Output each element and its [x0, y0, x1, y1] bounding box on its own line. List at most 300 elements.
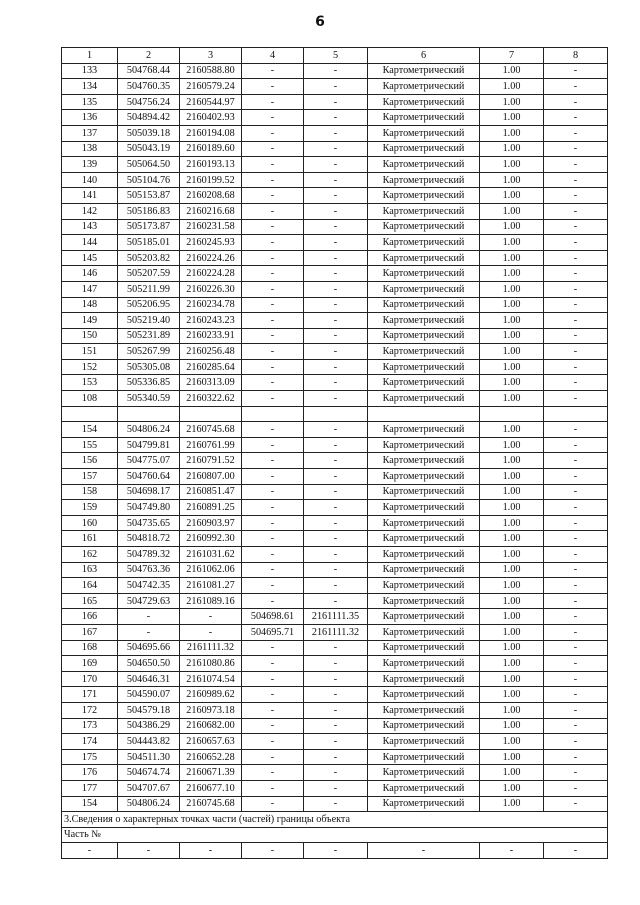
- table-cell: Картометрический: [368, 203, 480, 219]
- table-cell: -: [544, 203, 608, 219]
- table-cell: -: [304, 578, 368, 594]
- table-cell: 2160243.23: [180, 313, 242, 329]
- table-cell: Картометрический: [368, 437, 480, 453]
- table-cell: -: [544, 578, 608, 594]
- table-row: [62, 469, 608, 485]
- table-cell: 157: [62, 469, 118, 485]
- table-row: [62, 593, 608, 609]
- table-cell: -: [304, 375, 368, 391]
- table-row: [62, 515, 608, 531]
- table-cell: 505186.83: [118, 203, 180, 219]
- table-cell: 1.00: [480, 359, 544, 375]
- table-cell: -: [62, 843, 118, 859]
- table-cell: -: [242, 734, 304, 750]
- table-cell: 147: [62, 281, 118, 297]
- table-cell: 1.00: [480, 250, 544, 266]
- table-cell: 158: [62, 484, 118, 500]
- table-cell: -: [544, 94, 608, 110]
- table-cell: -: [304, 500, 368, 516]
- table-cell: 167: [62, 624, 118, 640]
- table-cell: -: [544, 718, 608, 734]
- table-row: [62, 203, 608, 219]
- table-row: [62, 422, 608, 438]
- table-cell: 2161031.62: [180, 547, 242, 563]
- table-cell: 504799.81: [118, 437, 180, 453]
- table-cell: -: [242, 780, 304, 796]
- table-cell: 169: [62, 656, 118, 672]
- table-cell: 159: [62, 500, 118, 516]
- table-cell: 8: [544, 48, 608, 64]
- table-cell: 1.00: [480, 453, 544, 469]
- section-title: 3.Сведения о характерных точках части (частей) границы объекта: [62, 812, 608, 828]
- table-cell: -: [242, 141, 304, 157]
- table-cell: 1.00: [480, 749, 544, 765]
- table-cell: -: [544, 531, 608, 547]
- table-cell: -: [304, 593, 368, 609]
- table-row: [62, 391, 608, 407]
- table-cell: 2160256.48: [180, 344, 242, 360]
- table-cell: Картометрический: [368, 500, 480, 516]
- table-cell: 505206.95: [118, 297, 180, 313]
- table-cell: -: [304, 359, 368, 375]
- table-cell: 154: [62, 796, 118, 812]
- table-cell: -: [304, 469, 368, 485]
- table-cell: 2160193.13: [180, 157, 242, 173]
- table-cell: 1.00: [480, 531, 544, 547]
- table-cell: 2161111.32: [304, 624, 368, 640]
- table-cell: Картометрический: [368, 110, 480, 126]
- table-cell: Картометрический: [368, 734, 480, 750]
- table-cell: 504729.63: [118, 593, 180, 609]
- table-cell: -: [242, 547, 304, 563]
- table-cell: -: [304, 780, 368, 796]
- table-cell: 166: [62, 609, 118, 625]
- table-cell: -: [544, 313, 608, 329]
- table-cell: 505039.18: [118, 125, 180, 141]
- table-row: [62, 375, 608, 391]
- table-cell: 504806.24: [118, 422, 180, 438]
- table-cell: 2160761.99: [180, 437, 242, 453]
- table-cell: 162: [62, 547, 118, 563]
- table-row: [62, 718, 608, 734]
- table-cell: 1.00: [480, 687, 544, 703]
- table-cell: 164: [62, 578, 118, 594]
- table-cell: 150: [62, 328, 118, 344]
- table-cell: -: [304, 562, 368, 578]
- table-cell: 505305.08: [118, 359, 180, 375]
- table-cell: 2160216.68: [180, 203, 242, 219]
- table-cell: 504789.32: [118, 547, 180, 563]
- table-cell: Картометрический: [368, 765, 480, 781]
- table-cell: 1.00: [480, 281, 544, 297]
- table-cell: -: [242, 281, 304, 297]
- table-cell: 133: [62, 63, 118, 79]
- table-cell: 2160322.62: [180, 391, 242, 407]
- table-cell: -: [544, 63, 608, 79]
- table-cell: Картометрический: [368, 313, 480, 329]
- table-cell: 136: [62, 110, 118, 126]
- table-row: [62, 547, 608, 563]
- table-cell: 154: [62, 422, 118, 438]
- table-cell: 2160233.91: [180, 328, 242, 344]
- table-cell: [62, 406, 118, 422]
- table-cell: -: [304, 671, 368, 687]
- table-cell: -: [242, 531, 304, 547]
- table-cell: -: [304, 547, 368, 563]
- table-row: [62, 328, 608, 344]
- table-cell: 1.00: [480, 437, 544, 453]
- table-cell: -: [242, 94, 304, 110]
- table-cell: -: [242, 422, 304, 438]
- table-cell: 504590.07: [118, 687, 180, 703]
- table-cell: -: [180, 609, 242, 625]
- table-cell: 1.00: [480, 422, 544, 438]
- table-cell: 139: [62, 157, 118, 173]
- table-cell: -: [242, 79, 304, 95]
- table-cell: 108: [62, 391, 118, 407]
- table-cell: -: [544, 843, 608, 859]
- table-cell: -: [304, 843, 368, 859]
- table-cell: [480, 406, 544, 422]
- table-cell: -: [544, 344, 608, 360]
- table-cell: Картометрический: [368, 188, 480, 204]
- table-cell: 153: [62, 375, 118, 391]
- table-cell: -: [544, 297, 608, 313]
- table-cell: 135: [62, 94, 118, 110]
- table-cell: -: [304, 734, 368, 750]
- table-cell: 505336.85: [118, 375, 180, 391]
- table-cell: 504775.07: [118, 453, 180, 469]
- table-cell: Картометрический: [368, 297, 480, 313]
- table-cell: -: [242, 297, 304, 313]
- table-cell: Картометрический: [368, 281, 480, 297]
- table-cell: -: [118, 624, 180, 640]
- table-cell: 504735.65: [118, 515, 180, 531]
- table-cell: -: [304, 313, 368, 329]
- table-cell: 2160671.39: [180, 765, 242, 781]
- table-cell: 2160807.00: [180, 469, 242, 485]
- table-cell: 2160891.25: [180, 500, 242, 516]
- table-cell: 1: [62, 48, 118, 64]
- table-cell: -: [304, 235, 368, 251]
- table-cell: 504894.42: [118, 110, 180, 126]
- table-cell: 1.00: [480, 702, 544, 718]
- table-cell: 1.00: [480, 266, 544, 282]
- table-cell: 6: [368, 48, 480, 64]
- table-row: [62, 437, 608, 453]
- table-cell: 504760.35: [118, 79, 180, 95]
- table-cell: -: [304, 328, 368, 344]
- table-cell: [118, 406, 180, 422]
- table-cell: 155: [62, 437, 118, 453]
- table-row: [62, 250, 608, 266]
- table-cell: -: [544, 702, 608, 718]
- table-cell: 2160208.68: [180, 188, 242, 204]
- table-cell: Картометрический: [368, 640, 480, 656]
- table-cell: Картометрический: [368, 515, 480, 531]
- table-cell: 2161111.35: [304, 609, 368, 625]
- table-header-row: [62, 48, 608, 64]
- table-cell: Картометрический: [368, 671, 480, 687]
- table-cell: 1.00: [480, 640, 544, 656]
- table-cell: -: [544, 624, 608, 640]
- table-row: [62, 624, 608, 640]
- table-cell: -: [544, 671, 608, 687]
- table-cell: 2160652.28: [180, 749, 242, 765]
- table-cell: 1.00: [480, 125, 544, 141]
- table-cell: 146: [62, 266, 118, 282]
- table-cell: -: [544, 391, 608, 407]
- table-cell: -: [544, 157, 608, 173]
- table-cell: 2160682.00: [180, 718, 242, 734]
- table-cell: Картометрический: [368, 344, 480, 360]
- table-cell: 1.00: [480, 94, 544, 110]
- table-cell: 2160199.52: [180, 172, 242, 188]
- table-cell: -: [242, 375, 304, 391]
- table-cell: -: [544, 687, 608, 703]
- table-cell: 2: [118, 48, 180, 64]
- table-cell: -: [304, 266, 368, 282]
- table-cell: 2160234.78: [180, 297, 242, 313]
- table-cell: -: [242, 578, 304, 594]
- table-cell: 2160402.93: [180, 110, 242, 126]
- table-cell: -: [544, 796, 608, 812]
- table-cell: 1.00: [480, 624, 544, 640]
- table-row: [62, 500, 608, 516]
- table-row: [62, 687, 608, 703]
- table-row: [62, 219, 608, 235]
- table-row: [62, 531, 608, 547]
- table-cell: -: [304, 796, 368, 812]
- table-cell: 173: [62, 718, 118, 734]
- table-cell: Картометрический: [368, 391, 480, 407]
- table-cell: -: [304, 391, 368, 407]
- table-cell: -: [544, 250, 608, 266]
- table-cell: 163: [62, 562, 118, 578]
- table-row: [62, 702, 608, 718]
- table-cell: Картометрический: [368, 749, 480, 765]
- table-cell: 504760.64: [118, 469, 180, 485]
- table-cell: 505043.19: [118, 141, 180, 157]
- table-cell: 1.00: [480, 765, 544, 781]
- table-cell: -: [304, 172, 368, 188]
- table-cell: -: [544, 593, 608, 609]
- table-cell: -: [304, 531, 368, 547]
- table-cell: Картометрический: [368, 250, 480, 266]
- table-cell: -: [242, 749, 304, 765]
- table-cell: Картометрический: [368, 484, 480, 500]
- table-cell: 2160224.26: [180, 250, 242, 266]
- table-row: [62, 749, 608, 765]
- table-cell: 170: [62, 671, 118, 687]
- table-cell: -: [242, 235, 304, 251]
- table-cell: 1.00: [480, 593, 544, 609]
- table-cell: 1.00: [480, 110, 544, 126]
- table-cell: 137: [62, 125, 118, 141]
- table-cell: 504386.29: [118, 718, 180, 734]
- table-cell: -: [304, 437, 368, 453]
- table-cell: -: [544, 219, 608, 235]
- table-cell: -: [544, 547, 608, 563]
- table-cell: 134: [62, 79, 118, 95]
- table-cell: -: [304, 250, 368, 266]
- table-cell: -: [304, 484, 368, 500]
- table-cell: -: [304, 422, 368, 438]
- table-cell: 1.00: [480, 172, 544, 188]
- table-cell: 1.00: [480, 547, 544, 563]
- table-cell: Картометрический: [368, 359, 480, 375]
- table-cell: -: [304, 297, 368, 313]
- table-cell: 2160677.10: [180, 780, 242, 796]
- table-cell: 2160992.30: [180, 531, 242, 547]
- table-row: [62, 281, 608, 297]
- table-cell: [180, 406, 242, 422]
- table-row: [62, 63, 608, 79]
- table-cell: -: [304, 344, 368, 360]
- table-cell: 504707.67: [118, 780, 180, 796]
- table-cell: -: [242, 359, 304, 375]
- table-cell: 144: [62, 235, 118, 251]
- table-cell: -: [544, 469, 608, 485]
- table-cell: 140: [62, 172, 118, 188]
- table-row: [62, 157, 608, 173]
- table-row: [62, 406, 608, 422]
- table-cell: 1.00: [480, 141, 544, 157]
- section-title-row: [62, 812, 608, 828]
- table-cell: -: [544, 749, 608, 765]
- table-cell: -: [304, 718, 368, 734]
- table-cell: -: [242, 469, 304, 485]
- table-cell: -: [242, 188, 304, 204]
- table-cell: 2160903.97: [180, 515, 242, 531]
- table-cell: Картометрический: [368, 422, 480, 438]
- table-row: [62, 94, 608, 110]
- table-cell: -: [242, 718, 304, 734]
- table-cell: 2160657.63: [180, 734, 242, 750]
- table-cell: 2161080.86: [180, 656, 242, 672]
- table-cell: 161: [62, 531, 118, 547]
- table-cell: 177: [62, 780, 118, 796]
- table-cell: 160: [62, 515, 118, 531]
- table-cell: -: [242, 640, 304, 656]
- table-cell: 142: [62, 203, 118, 219]
- table-cell: -: [544, 359, 608, 375]
- table-cell: -: [242, 500, 304, 516]
- table-cell: -: [304, 749, 368, 765]
- table-cell: Картометрический: [368, 702, 480, 718]
- table-cell: 1.00: [480, 609, 544, 625]
- table-cell: -: [242, 437, 304, 453]
- table-cell: 2160791.52: [180, 453, 242, 469]
- table-cell: 151: [62, 344, 118, 360]
- table-cell: 504806.24: [118, 796, 180, 812]
- table-cell: Картометрический: [368, 687, 480, 703]
- table-cell: 1.00: [480, 578, 544, 594]
- table-cell: -: [242, 250, 304, 266]
- table-cell: -: [304, 515, 368, 531]
- table-cell: -: [242, 328, 304, 344]
- table-cell: 174: [62, 734, 118, 750]
- table-cell: -: [242, 593, 304, 609]
- table-row: [62, 110, 608, 126]
- table-cell: 505219.40: [118, 313, 180, 329]
- table-cell: [242, 406, 304, 422]
- part-label: Часть №: [62, 827, 608, 843]
- table-row: [62, 562, 608, 578]
- table-row: [62, 578, 608, 594]
- table-cell: -: [242, 515, 304, 531]
- table-row: [62, 734, 608, 750]
- table-cell: 141: [62, 188, 118, 204]
- table-cell: -: [544, 437, 608, 453]
- table-cell: -: [544, 453, 608, 469]
- table-cell: Картометрический: [368, 547, 480, 563]
- table-row: [62, 235, 608, 251]
- table-cell: 504695.66: [118, 640, 180, 656]
- table-cell: -: [544, 110, 608, 126]
- table-row: [62, 188, 608, 204]
- table-cell: [368, 406, 480, 422]
- table-cell: -: [544, 734, 608, 750]
- table-cell: 505207.59: [118, 266, 180, 282]
- table-cell: -: [544, 609, 608, 625]
- table-row: [62, 141, 608, 157]
- table-cell: -: [242, 344, 304, 360]
- table-cell: 504768.44: [118, 63, 180, 79]
- table-cell: -: [242, 125, 304, 141]
- table-cell: 2161074.54: [180, 671, 242, 687]
- table-cell: -: [304, 157, 368, 173]
- table-cell: 143: [62, 219, 118, 235]
- table-cell: Картометрический: [368, 624, 480, 640]
- table-cell: -: [304, 219, 368, 235]
- table-row: [62, 780, 608, 796]
- table-cell: 504695.71: [242, 624, 304, 640]
- table-cell: -: [304, 765, 368, 781]
- table-cell: 505173.87: [118, 219, 180, 235]
- table-cell: -: [242, 453, 304, 469]
- table-cell: Картометрический: [368, 453, 480, 469]
- table-cell: 168: [62, 640, 118, 656]
- table-cell: -: [544, 172, 608, 188]
- table-cell: 504749.80: [118, 500, 180, 516]
- table-cell: 504756.24: [118, 94, 180, 110]
- table-cell: 504763.36: [118, 562, 180, 578]
- table-cell: -: [304, 281, 368, 297]
- table-cell: -: [242, 157, 304, 173]
- table-cell: 148: [62, 297, 118, 313]
- table-cell: -: [544, 328, 608, 344]
- table-cell: -: [242, 656, 304, 672]
- table-cell: 2160745.68: [180, 796, 242, 812]
- table-cell: 2160313.09: [180, 375, 242, 391]
- table-cell: -: [544, 422, 608, 438]
- table-cell: -: [242, 687, 304, 703]
- table-cell: 2160989.62: [180, 687, 242, 703]
- table-cell: 176: [62, 765, 118, 781]
- table-cell: -: [242, 562, 304, 578]
- table-cell: 7: [480, 48, 544, 64]
- table-cell: 1.00: [480, 157, 544, 173]
- table-cell: -: [544, 375, 608, 391]
- table-cell: Картометрический: [368, 266, 480, 282]
- table-cell: 2160588.80: [180, 63, 242, 79]
- table-cell: 504579.18: [118, 702, 180, 718]
- table-cell: Картометрический: [368, 125, 480, 141]
- table-cell: -: [304, 141, 368, 157]
- table-cell: -: [242, 843, 304, 859]
- table-cell: -: [118, 609, 180, 625]
